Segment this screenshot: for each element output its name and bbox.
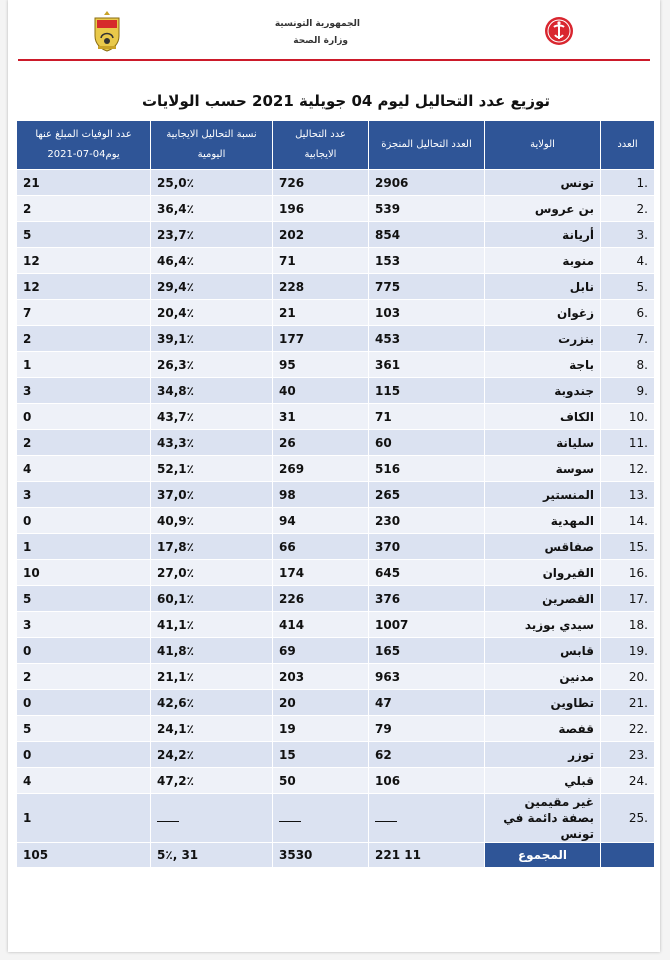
row-rate: 17,8٪ [151,534,273,560]
row-tests: 230 [369,508,485,534]
row-number: .25 [601,794,655,843]
row-number: .18 [601,612,655,638]
row-tests: 854 [369,222,485,248]
row-number: .14 [601,508,655,534]
total-row [17,843,655,868]
header-positivity-rate: نسبة التحاليل الايجابية اليومية [151,121,273,170]
row-positive: 69 [273,638,369,664]
row-rate: 36,4٪ [151,196,273,222]
row-rate: 34,8٪ [151,378,273,404]
row-governorate: أريانة [485,222,601,248]
row-governorate: زغوان [485,300,601,326]
row-rate: 23,7٪ [151,222,273,248]
row-tests: 106 [369,768,485,794]
row-number: .1 [601,170,655,196]
row-governorate: قفصة [485,716,601,742]
row-number: .8 [601,352,655,378]
row-rate: 26,3٪ [151,352,273,378]
row-number: .5 [601,274,655,300]
row-deaths: 0 [17,690,151,716]
row-deaths: 3 [17,612,151,638]
table-body [17,170,655,843]
table-row [17,378,655,404]
table-row [17,664,655,690]
row-governorate: سليانة [485,430,601,456]
row-deaths: 3 [17,378,151,404]
row-tests: 165 [369,638,485,664]
table-row [17,430,655,456]
header-deaths: عدد الوفيات المبلغ عنها يوم04-07-2021 [17,121,151,170]
row-deaths: 2 [17,196,151,222]
row-deaths: 1 [17,534,151,560]
row-rate: 52,1٪ [151,456,273,482]
row-positive: 20 [273,690,369,716]
row-positive: 40 [273,378,369,404]
row-tests: 645 [369,560,485,586]
row-tests: 361 [369,352,485,378]
row-governorate: نابل [485,274,601,300]
row-positive: 95 [273,352,369,378]
row-number: .9 [601,378,655,404]
row-deaths: 7 [17,300,151,326]
row-tests: 60 [369,430,485,456]
row-rate: 40,9٪ [151,508,273,534]
row-deaths: 10 [17,560,151,586]
coat-of-arms-icon [92,10,122,52]
row-deaths: 1 [17,352,151,378]
row-governorate: باجة [485,352,601,378]
row-positive: 26 [273,430,369,456]
row-deaths: 0 [17,508,151,534]
row-number: .2 [601,196,655,222]
republic-name: الجمهورية التونسية [274,19,360,29]
row-number: .22 [601,716,655,742]
row-deaths: 5 [17,222,151,248]
row-deaths: 1 [17,794,151,843]
table-row [17,196,655,222]
empty-value-dash [273,794,369,843]
row-number: .11 [601,430,655,456]
ministry-name: وزارة الصحة [293,36,348,46]
table-row [17,170,655,196]
table-row [17,586,655,612]
row-positive: 15 [273,742,369,768]
row-deaths: 12 [17,274,151,300]
row-deaths: 4 [17,456,151,482]
row-governorate: سوسة [485,456,601,482]
table-row [17,456,655,482]
document-page [8,0,660,952]
row-tests: 79 [369,716,485,742]
row-rate: 24,1٪ [151,716,273,742]
row-rate: 39,1٪ [151,326,273,352]
table-row-nonresident [17,794,655,843]
row-number: .23 [601,742,655,768]
row-positive: 94 [273,508,369,534]
row-deaths: 0 [17,638,151,664]
total-blank-cell [601,843,655,868]
row-number: .20 [601,664,655,690]
row-tests: 62 [369,742,485,768]
ministry-logo-icon [544,16,574,46]
row-tests: 370 [369,534,485,560]
row-tests: 115 [369,378,485,404]
row-tests: 963 [369,664,485,690]
table-row [17,508,655,534]
dash-mark [157,815,179,822]
total-label: المجموع [485,843,601,868]
row-number: .3 [601,222,655,248]
row-governorate: بن عروس [485,196,601,222]
row-positive: 177 [273,326,369,352]
row-number: .15 [601,534,655,560]
row-governorate: جندوبة [485,378,601,404]
row-number: .12 [601,456,655,482]
row-positive: 226 [273,586,369,612]
row-positive: 269 [273,456,369,482]
row-rate: 60,1٪ [151,586,273,612]
table-row [17,326,655,352]
row-rate: 47,2٪ [151,768,273,794]
total-rate: 31 ,5٪ [151,843,273,868]
row-rate: 41,8٪ [151,638,273,664]
row-positive: 21 [273,300,369,326]
table-header-row [17,121,655,170]
row-tests: 1007 [369,612,485,638]
row-governorate: المنستير [485,482,601,508]
table-row [17,404,655,430]
table-row [17,690,655,716]
row-rate: 24,2٪ [151,742,273,768]
row-deaths: 5 [17,586,151,612]
row-governorate: قابس [485,638,601,664]
header-number: العدد [601,121,655,170]
row-tests: 103 [369,300,485,326]
dash-mark [375,815,397,822]
table-row [17,482,655,508]
row-positive: 196 [273,196,369,222]
table-row [17,768,655,794]
row-deaths: 21 [17,170,151,196]
row-deaths: 5 [17,716,151,742]
row-positive: 71 [273,248,369,274]
table-row [17,300,655,326]
row-tests: 71 [369,404,485,430]
row-positive: 414 [273,612,369,638]
row-governorate: تطاوين [485,690,601,716]
row-governorate: منوبة [485,248,601,274]
row-deaths: 3 [17,482,151,508]
row-rate: 37,0٪ [151,482,273,508]
row-rate: 43,3٪ [151,430,273,456]
row-number: .21 [601,690,655,716]
row-tests: 153 [369,248,485,274]
header-divider [18,59,650,61]
page-title: توزيع عدد التحاليل ليوم 04 جويلية 2021 حسب الولايات [141,92,550,110]
row-deaths: 12 [17,248,151,274]
row-positive: 202 [273,222,369,248]
row-number: .4 [601,248,655,274]
row-number: .19 [601,638,655,664]
row-deaths: 2 [17,430,151,456]
row-governorate: القصرين [485,586,601,612]
total-tests: 11 221 [369,843,485,868]
row-number: .6 [601,300,655,326]
table-row [17,638,655,664]
table-row [17,612,655,638]
empty-value-dash [151,794,273,843]
table-row [17,352,655,378]
row-number: .10 [601,404,655,430]
table-row [17,534,655,560]
table-row [17,716,655,742]
row-positive: 174 [273,560,369,586]
row-rate: 43,7٪ [151,404,273,430]
row-rate: 21,1٪ [151,664,273,690]
row-deaths: 0 [17,742,151,768]
row-governorate: قبلي [485,768,601,794]
table-row [17,560,655,586]
empty-value-dash [369,794,485,843]
row-tests: 376 [369,586,485,612]
dash-mark [279,815,301,822]
row-deaths: 4 [17,768,151,794]
header-tests-done: العدد التحاليل المنجزة [369,121,485,170]
row-positive: 50 [273,768,369,794]
row-number: .13 [601,482,655,508]
row-number: .24 [601,768,655,794]
row-tests: 775 [369,274,485,300]
row-positive: 228 [273,274,369,300]
row-number: .7 [601,326,655,352]
row-number: .17 [601,586,655,612]
row-governorate: صفاقس [485,534,601,560]
row-tests: 539 [369,196,485,222]
row-rate: 46,4٪ [151,248,273,274]
table-row [17,742,655,768]
row-rate: 42,6٪ [151,690,273,716]
total-positive: 3530 [273,843,369,868]
row-positive: 19 [273,716,369,742]
row-tests: 2906 [369,170,485,196]
row-number: .16 [601,560,655,586]
row-tests: 265 [369,482,485,508]
row-governorate: غير مقيمين بصفة دائمة في تونس [485,794,601,843]
row-positive: 726 [273,170,369,196]
row-deaths: 2 [17,326,151,352]
governorate-table [16,120,655,868]
row-governorate: سيدي بوزيد [485,612,601,638]
table-row [17,222,655,248]
document-header [8,0,660,60]
row-positive: 203 [273,664,369,690]
row-positive: 98 [273,482,369,508]
row-rate: 25,0٪ [151,170,273,196]
row-rate: 27,0٪ [151,560,273,586]
row-governorate: المهدية [485,508,601,534]
row-tests: 47 [369,690,485,716]
row-tests: 453 [369,326,485,352]
row-positive: 31 [273,404,369,430]
row-governorate: القيروان [485,560,601,586]
row-governorate: تونس [485,170,601,196]
row-rate: 20,4٪ [151,300,273,326]
total-deaths: 105 [17,843,151,868]
row-deaths: 0 [17,404,151,430]
row-positive: 66 [273,534,369,560]
row-rate: 29,4٪ [151,274,273,300]
row-governorate: توزر [485,742,601,768]
row-governorate: بنزرت [485,326,601,352]
row-governorate: الكاف [485,404,601,430]
row-rate: 41,1٪ [151,612,273,638]
table-row [17,248,655,274]
table-row [17,274,655,300]
header-positive-tests: عدد التحاليل الايجابية [273,121,369,170]
row-governorate: مدنين [485,664,601,690]
header-governorate: الولاية [485,121,601,170]
row-tests: 516 [369,456,485,482]
row-deaths: 2 [17,664,151,690]
